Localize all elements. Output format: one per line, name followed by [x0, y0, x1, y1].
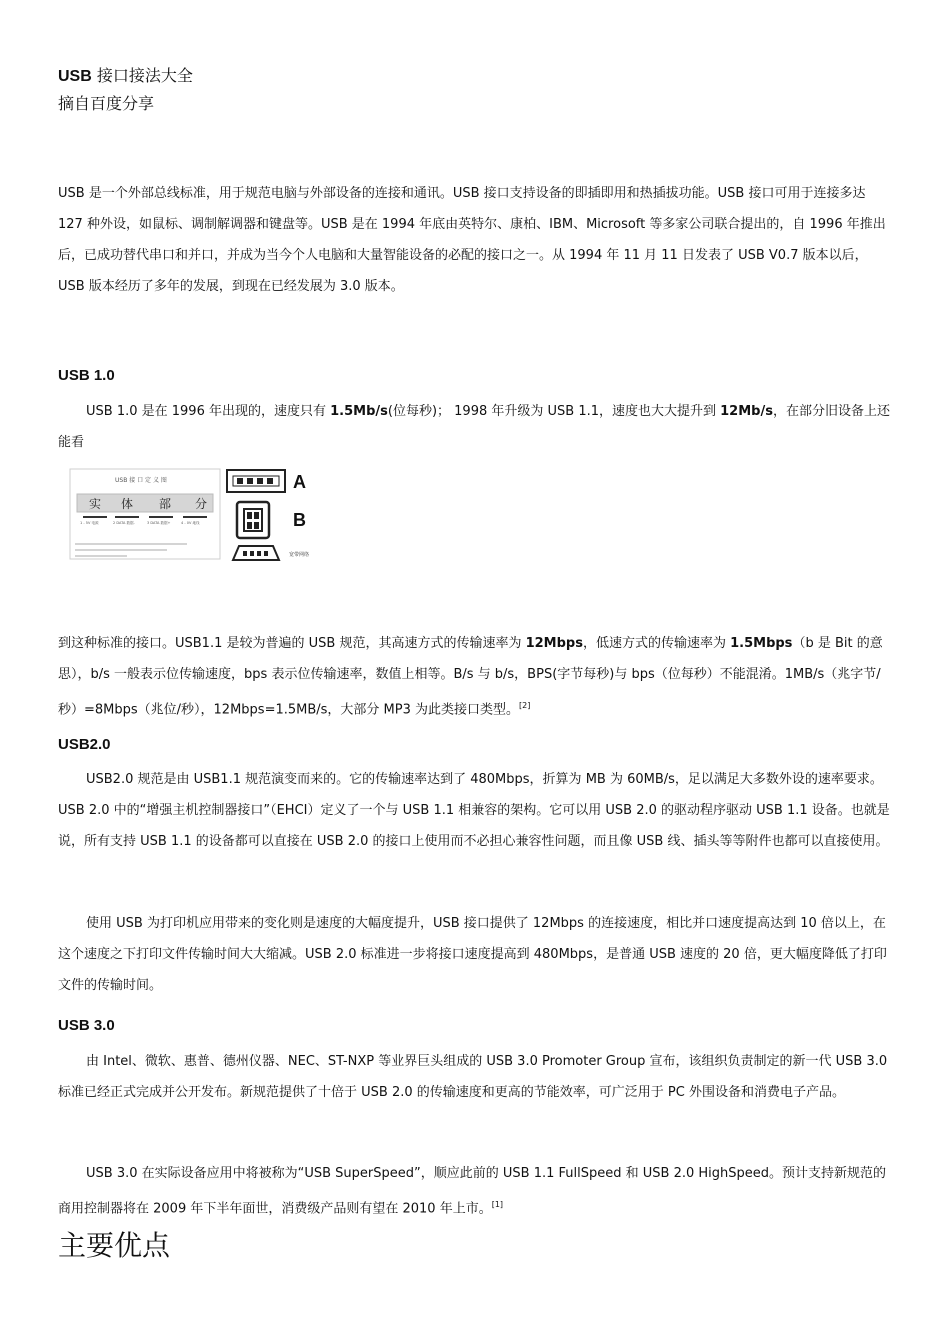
usb-mini-connector-icon — [233, 546, 279, 560]
figure-pin-label-4: 4 - 0V 地线 — [181, 521, 200, 525]
document-title — [58, 65, 193, 88]
intro-paragraph: USB 是一个外部总线标准，用于规范电脑与外部设备的连接和通讯。USB 接口支持设备的即插即用和热插拔功能。USB 接口可用于连接多达 127 种外设，如鼠标、调制解调器和键盘等。USB 是在 1994 年底由英特尔、康柏、IBM、Microsoft 等多家公司联合提出的，自 1996 年推出后，已成功替代串口和并口，并成为当今个人电脑和大量智能设备的必配的接口之一。从 1994 年 11 月 11 日发表了 USB V0.7 版本以后，USB 版本经历了多年的发展，到现在已经发展为 3.0 版本。 — [58, 186, 886, 294]
document-subtitle: 摘自百度分享 — [58, 94, 155, 113]
letter-a: A — [293, 472, 306, 492]
figure-footer: 宽带网络 — [289, 552, 309, 558]
heading-usb30: USB 3.0 — [58, 1017, 115, 1034]
title-bold: USB — [58, 68, 92, 85]
usb20-paragraph-1: USB2.0 规范是由 USB1.1 规范演变而来的。它的传输速率达到了 480Mbps，折算为 MB 为 60MB/s，足以满足大多数外设的速率要求。USB 2.0 中的“增强主机控制器接口”（EHCI）定义了一个与 USB 1.1 相兼容的架构。它可以用 USB 2.0 的驱动程序驱动 USB 1.1 设备。也就是说，所有支持 USB 1.1 的设备都可以直接在 USB 2.0 的接口上使用而不必担心兼容性问题，而且像 USB 线、插头等等附件也都可以直接使用。 — [58, 772, 890, 849]
heading-usb20: USB2.0 — [58, 736, 111, 753]
figure-banner-1: 实 — [89, 497, 102, 511]
figure-pin-label-2: 2 DATA 数据- — [113, 521, 135, 525]
figure-banner-2: 体 — [121, 497, 134, 511]
usb-pinout-figure — [67, 466, 309, 564]
figure-banner-3: 部 — [159, 497, 172, 511]
usb30-paragraph-2: USB 3.0 在实际设备应用中将被称为“USB SuperSpeed”，顺应此前的 USB 1.1 FullSpeed 和 USB 2.0 HighSpeed。预计支持新规范的商用控制器将在 2009 年下半年面世，消费级产品则有望在 2010 年上市。[1] — [58, 1166, 887, 1217]
title-rest: 接口接法大全 — [91, 66, 193, 85]
usb-b-connector-icon — [237, 502, 269, 538]
usb30-paragraph-1: 由 Intel、微软、惠普、德州仪器、NEC、ST-NXP 等业界巨头组成的 USB 3.0 Promoter Group 宣布，该组织负责制定的新一代 USB 3.0 标准已经正式完成并公开发布。新规范提供了十倍于 USB 2.0 的传输速度和更高的节能效率，可广泛用于 PC 外围设备和消费电子产品。 — [58, 1054, 888, 1100]
figure-banner-4: 分 — [195, 497, 208, 511]
figure-header: USB 接 口 定 义 图 — [115, 477, 167, 484]
letter-b: B — [293, 510, 306, 530]
usb20-paragraph-2: 使用 USB 为打印机应用带来的变化则是速度的大幅度提升，USB 接口提供了 12Mbps 的连接速度，相比并口速度提高达到 10 倍以上，在这个速度之下打印文件传输时间大大缩减。USB 2.0 标准进一步将接口速度提高到 480Mbps，是普通 USB 速度的 20 倍，更大幅度降低了打印文件的传输时间。 — [58, 916, 887, 993]
reference-1: [1] — [491, 1200, 504, 1209]
heading-usb10: USB 1.0 — [58, 367, 115, 384]
figure-pin-label-3: 3 DATA 数据+ — [147, 521, 171, 525]
section-heading-advantages: 主要优点 — [58, 1229, 171, 1262]
usb10-paragraph-1: USB 1.0 是在 1996 年出现的，速度只有 1.5Mb/s(位每秒)； 1998 年升级为 USB 1.1，速度也大大提升到 12Mb/s，在部分旧设备上还能看 — [58, 404, 890, 450]
usb-a-connector-icon — [227, 470, 285, 492]
usb10-paragraph-2: 到这种标准的接口。USB1.1 是较为普遍的 USB 规范，其高速方式的传输速率为 12Mbps，低速方式的传输速率为 1.5Mbps（b 是 Bit 的意思），b/s 一般表示位传输速度，bps 表示位传输速率，数值上相等。B/s 与 b/s，BPS(字节每秒)与 bps（位每秒）不能混淆。1MB/s（兆字节/秒）=8Mbps（兆位/秒），12Mbps=1.5MB/s，大部分 MP3 为此类接口类型。[2] — [58, 636, 883, 718]
reference-2: [2] — [519, 701, 531, 710]
figure-pin-label-1: 1 - 5V 电源 — [80, 521, 99, 525]
